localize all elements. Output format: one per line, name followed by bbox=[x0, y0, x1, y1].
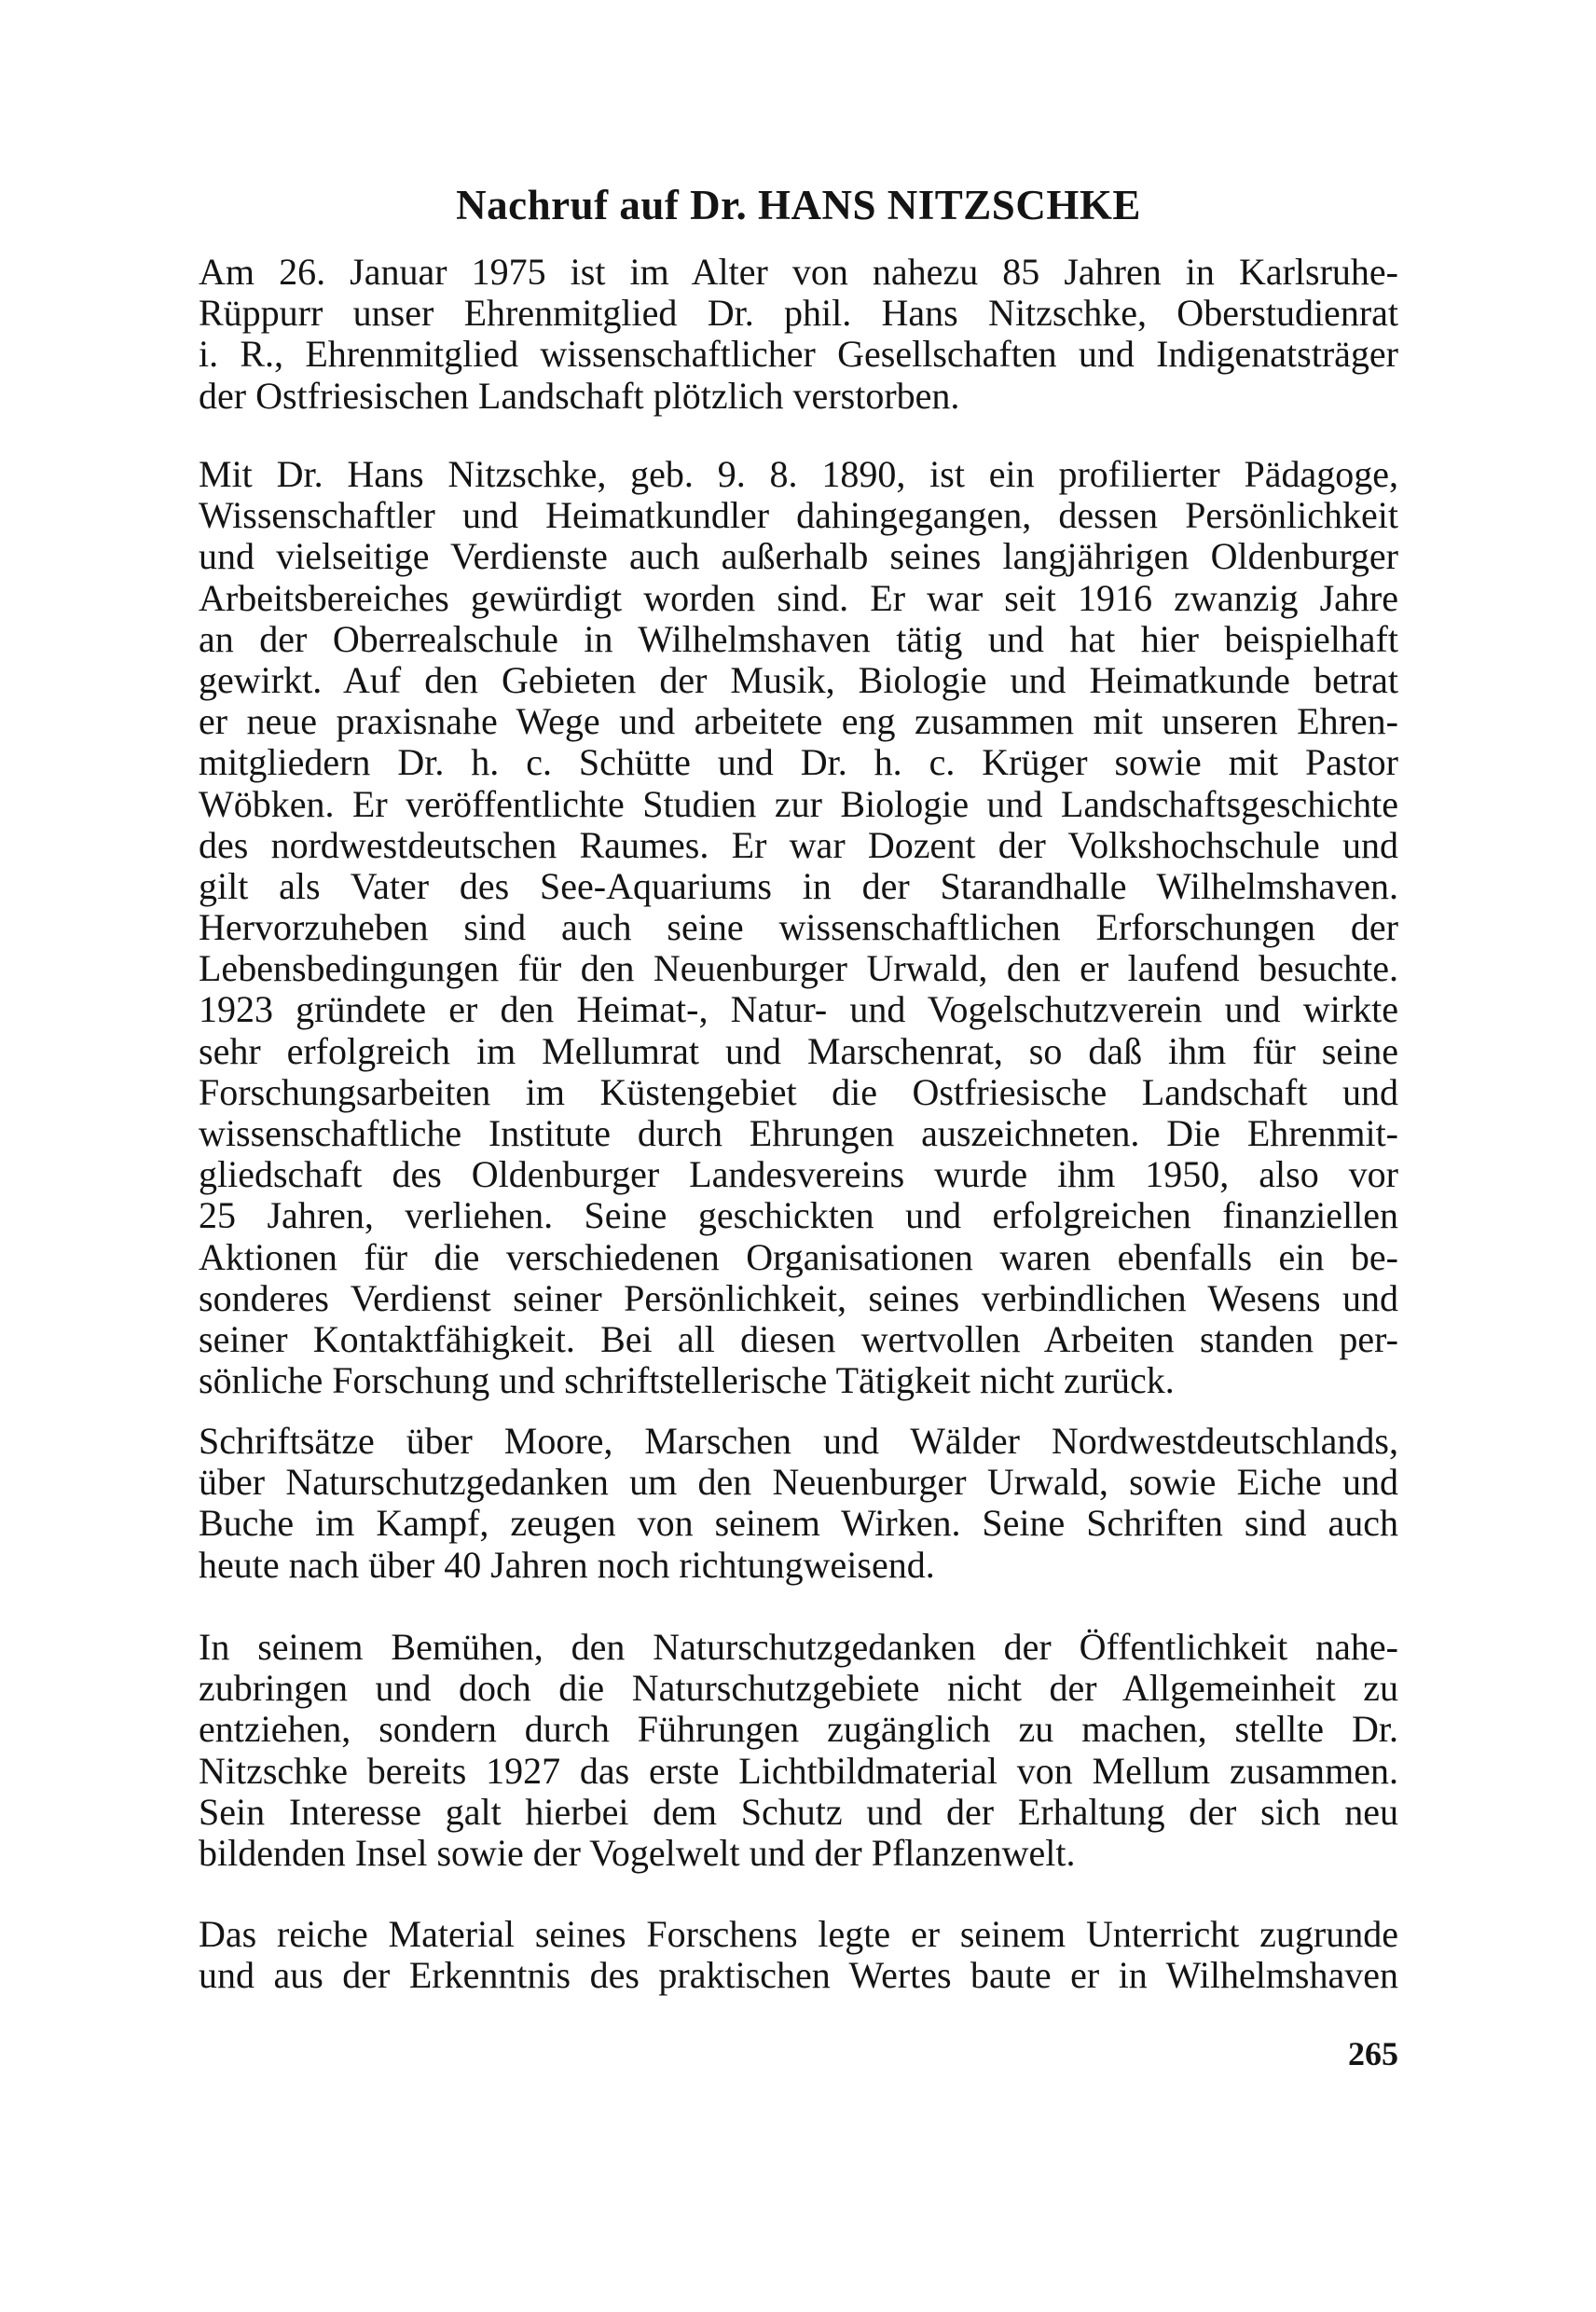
text-line: seiner Kontaktfähigkeit. Bei all diesen wertvollen Arbeiten standen per- bbox=[199, 1317, 1398, 1360]
text-line: gewirkt. Auf den Gebieten der Musik, Biologie und Heimatkunde betrat bbox=[199, 658, 1398, 701]
text-line: i. R., Ehrenmitglied wissenschaftlicher Gesellschaften und Indigenatsträger bbox=[199, 333, 1398, 376]
text-line: Buche im Kampf, zeugen von seinem Wirken. Seine Schriften sind auch bbox=[199, 1502, 1398, 1545]
text-line: an der Oberrealschule in Wilhelmshaven tätig und hat hier beispielhaft bbox=[199, 617, 1398, 660]
text-line: zubringen und doch die Naturschutzgebiete nicht der Allgemeinheit zu bbox=[199, 1667, 1398, 1710]
text-line: sehr erfolgreich im Mellumrat und Marschenrat, so daß ihm für seine bbox=[199, 1029, 1398, 1072]
text-line: bildenden Insel sowie der Vogelwelt und der Pflanzenwelt. bbox=[199, 1831, 1076, 1874]
text-line: und aus der Erkenntnis des praktischen Wertes baute er in Wilhelmshaven bbox=[199, 1954, 1398, 1997]
page-title: Nachruf auf Dr. HANS NITZSCHKE bbox=[456, 182, 1141, 228]
text-line: Schriftsätze über Moore, Marschen und Wälder Nordwestdeutschlands, bbox=[199, 1420, 1398, 1462]
text-line: Lebensbedingungen für den Neuenburger Urwald, den er laufend besuchte. bbox=[199, 947, 1398, 990]
text-line: Forschungsarbeiten im Küstengebiet die Ostfriesische Landschaft und bbox=[199, 1070, 1398, 1113]
paragraph-1 bbox=[199, 252, 1398, 417]
text-line: Wissenschaftler und Heimatkundler dahingegangen, dessen Persönlichkeit bbox=[199, 494, 1398, 537]
text-line: Rüppurr unser Ehrenmitglied Dr. phil. Hans Nitzschke, Oberstudienrat bbox=[199, 292, 1398, 335]
text-line: 1923 gründete er den Heimat-, Natur- und Vogelschutzverein und wirkte bbox=[199, 988, 1398, 1031]
page-number: 265 bbox=[1348, 2035, 1398, 2072]
text-line: heute nach über 40 Jahren noch richtungweisend. bbox=[199, 1543, 935, 1586]
text-line: sonderes Verdienst seiner Persönlichkeit, seines verbindlichen Wesens und bbox=[199, 1276, 1398, 1319]
text-line: gilt als Vater des See-Aquariums in der Starandhalle Wilhelmshaven. bbox=[199, 864, 1398, 907]
text-line: des nordwestdeutschen Raumes. Er war Dozent der Volkshochschule und bbox=[199, 823, 1398, 866]
paragraph-4 bbox=[199, 1627, 1398, 1874]
text-line: sönliche Forschung und schriftstellerische Tätigkeit nicht zurück. bbox=[199, 1359, 1175, 1402]
text-line: wissenschaftliche Institute durch Ehrungen auszeichneten. Die Ehrenmit- bbox=[199, 1112, 1398, 1154]
paragraph-2 bbox=[199, 454, 1398, 1401]
text-line: Aktionen für die verschiedenen Organisationen waren ebenfalls ein be- bbox=[199, 1235, 1398, 1278]
text-line: entziehen, sondern durch Führungen zugänglich zu machen, stellte Dr. bbox=[199, 1708, 1398, 1751]
text-line: Nitzschke bereits 1927 das erste Lichtbildmaterial von Mellum zusammen. bbox=[199, 1749, 1398, 1792]
text-line: über Naturschutzgedanken um den Neuenburger Urwald, sowie Eiche und bbox=[199, 1461, 1398, 1504]
text-line: mitgliedern Dr. h. c. Schütte und Dr. h. c. Krüger sowie mit Pastor bbox=[199, 741, 1398, 784]
text-line: 25 Jahren, verliehen. Seine geschickten und erfolgreichen finanziellen bbox=[199, 1194, 1398, 1237]
text-line: In seinem Bemühen, den Naturschutzgedanken der Öffentlichkeit nahe- bbox=[199, 1626, 1398, 1668]
text-line: Mit Dr. Hans Nitzschke, geb. 9. 8. 1890, ist ein profilierter Pädagoge, bbox=[199, 453, 1398, 495]
paragraph-5 bbox=[199, 1914, 1398, 1996]
text-line: Am 26. Januar 1975 ist im Alter von nahezu 85 Jahren in Karlsruhe- bbox=[199, 251, 1398, 293]
text-line: Arbeitsbereiches gewürdigt worden sind. Er war seit 1916 zwanzig Jahre bbox=[199, 576, 1398, 619]
text-line: er neue praxisnahe Wege und arbeitete eng zusammen mit unseren Ehren- bbox=[199, 700, 1398, 743]
document-page bbox=[199, 0, 1398, 2312]
text-line: der Ostfriesischen Landschaft plötzlich verstorben. bbox=[199, 374, 960, 417]
paragraph-3 bbox=[199, 1421, 1398, 1586]
text-line: Hervorzuheben sind auch seine wissenschaftlichen Erforschungen der bbox=[199, 906, 1398, 949]
text-line: Sein Interesse galt hierbei dem Schutz und der Erhaltung der sich neu bbox=[199, 1790, 1398, 1833]
text-line: Wöbken. Er veröffentlichte Studien zur Biologie und Landschaftsgeschichte bbox=[199, 782, 1398, 825]
text-line: und vielseitige Verdienste auch außerhalb seines langjährigen Oldenburger bbox=[199, 535, 1398, 578]
text-line: Das reiche Material seines Forschens legte er seinem Unterricht zugrunde bbox=[199, 1913, 1398, 1955]
text-line: gliedschaft des Oldenburger Landesvereins wurde ihm 1950, also vor bbox=[199, 1153, 1398, 1196]
